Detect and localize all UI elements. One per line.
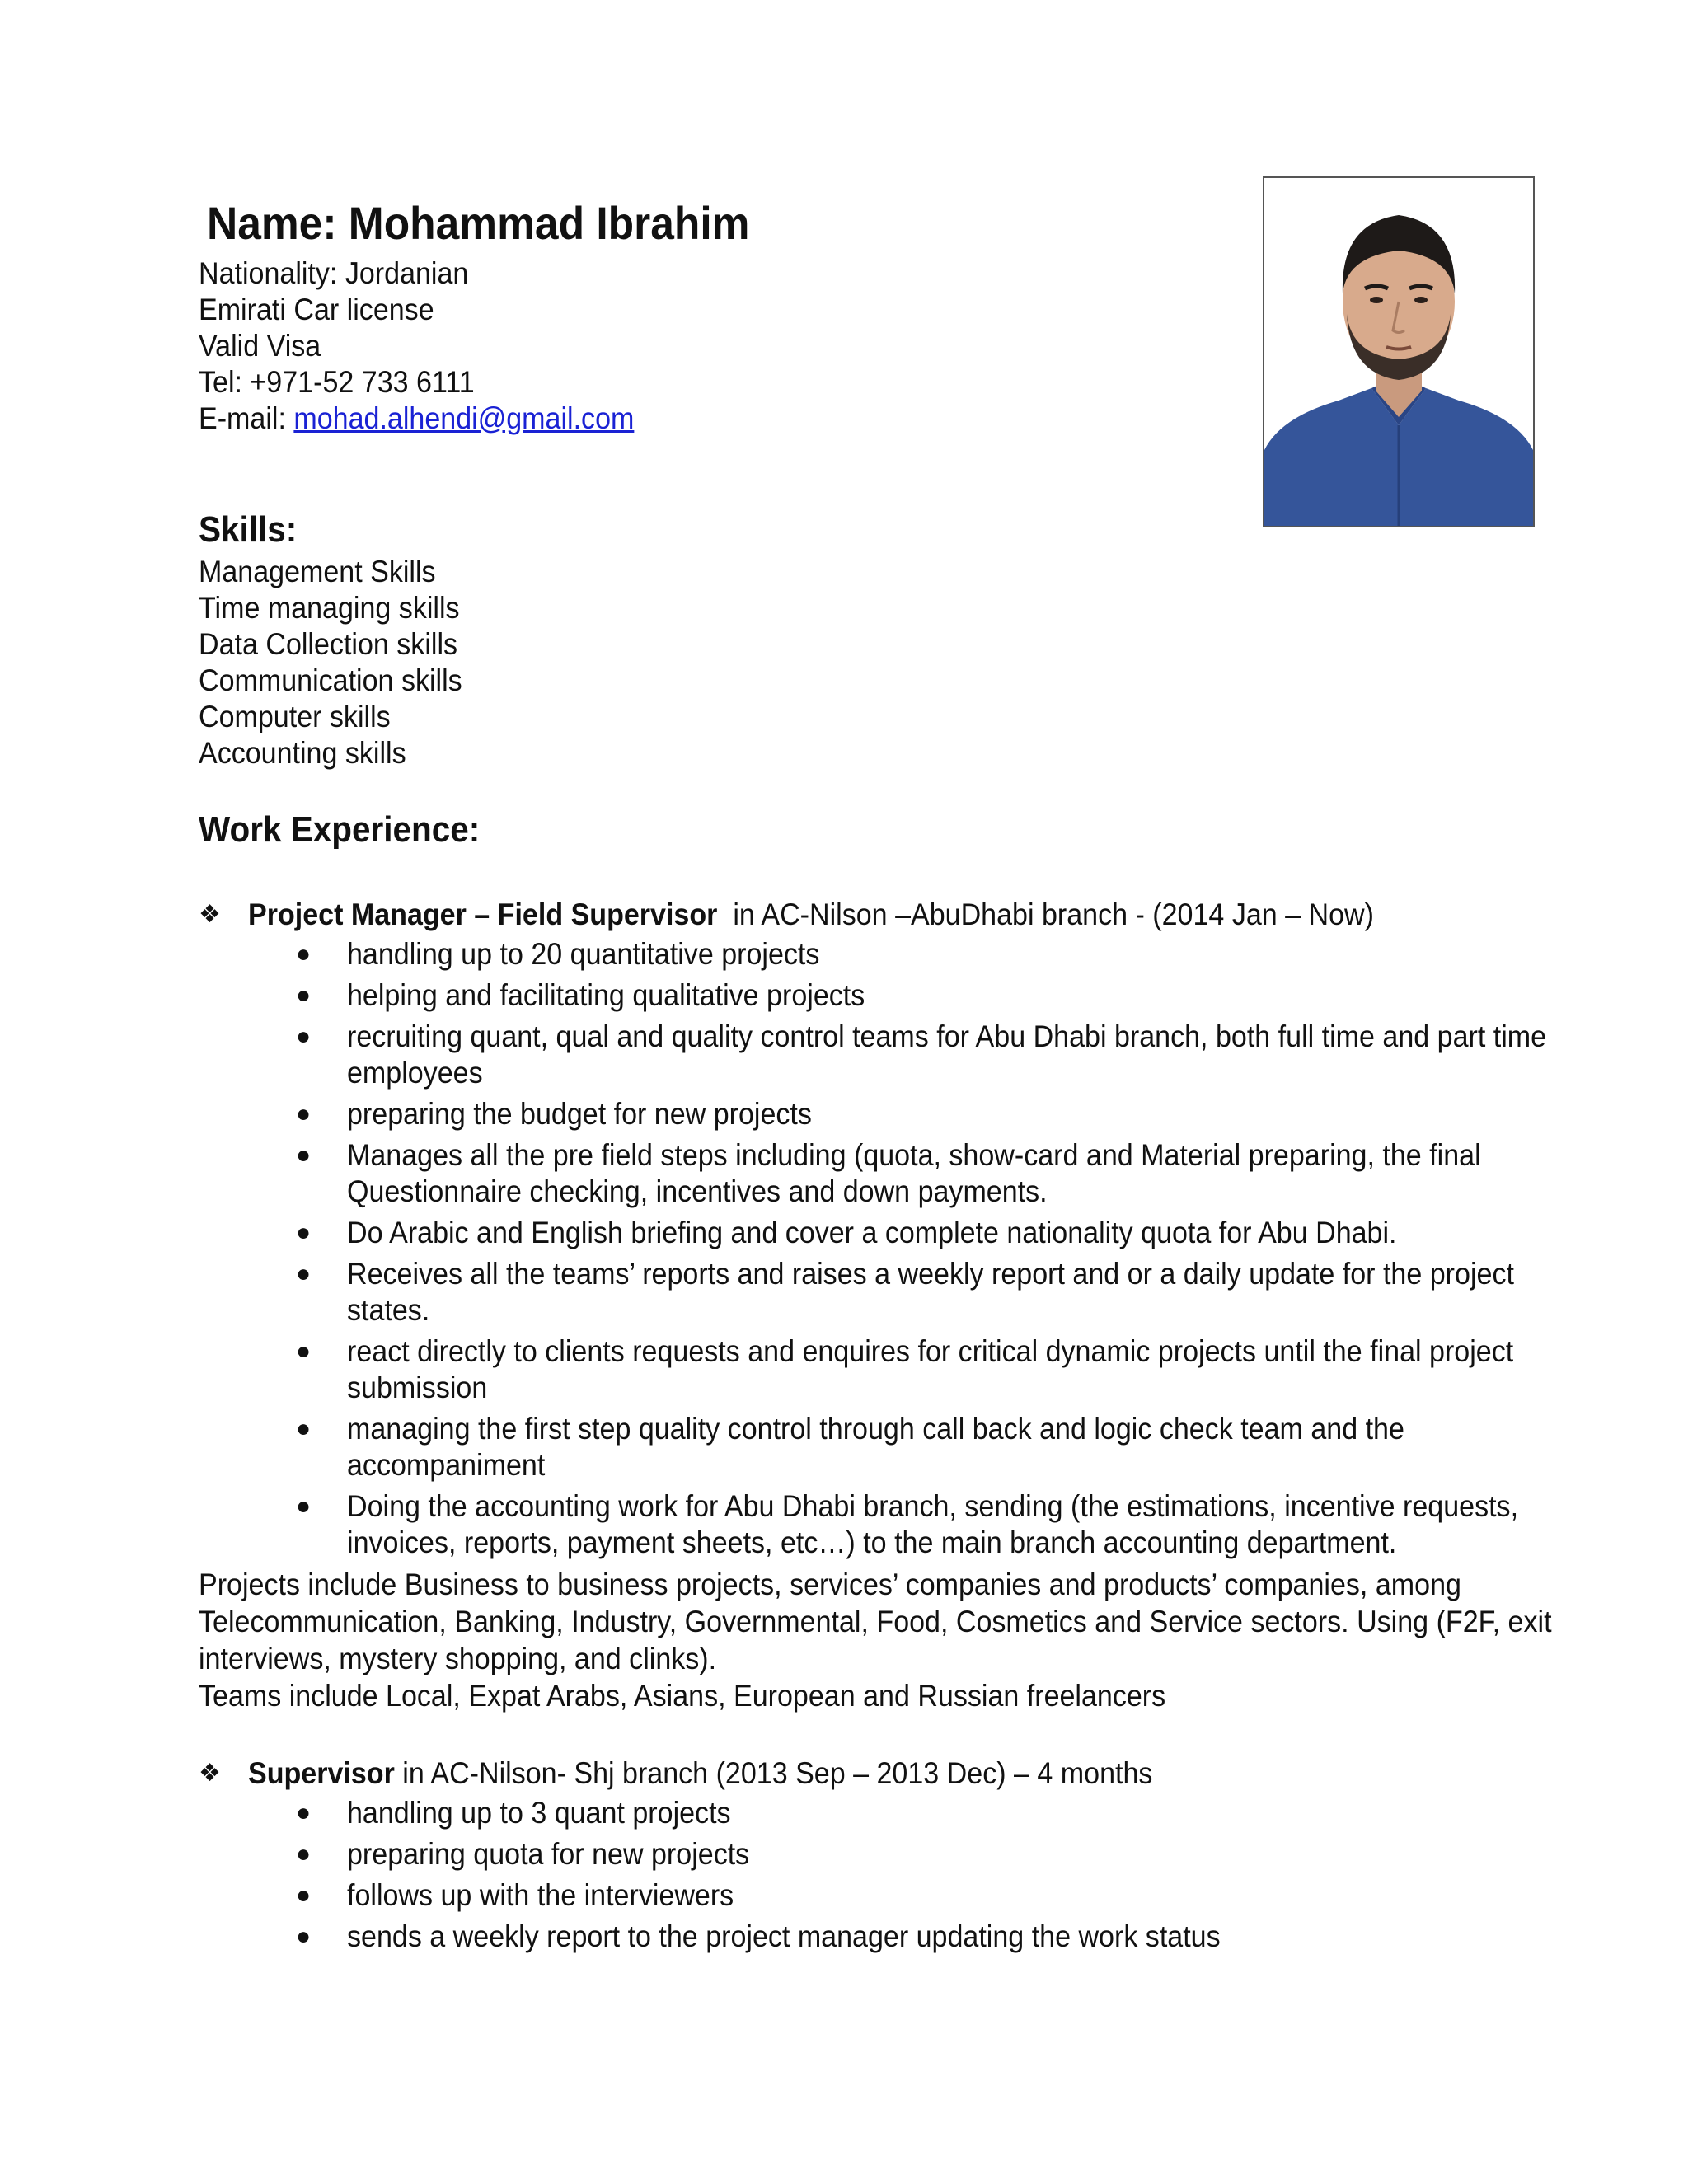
personal-info: [199, 198, 1188, 437]
job-entry-project-manager: [199, 897, 1559, 1714]
list-item: ● sends a weekly report to the project manager updating the work status: [296, 1919, 1221, 1953]
skill-item: Accounting skills: [199, 736, 406, 770]
list-item: ● Manages all the pre field steps including (quota, show-card and Material preparing, the final Questionnaire checking, incentives and down payments.: [296, 1138, 1481, 1208]
skill-item: Time managing skills: [199, 591, 460, 625]
list-item: ● Do Arabic and English briefing and cover a complete nationality quota for Abu Dhabi.: [296, 1216, 1397, 1249]
list-item: ● react directly to clients requests and enquires for critical dynamic projects until the final project submission: [296, 1334, 1514, 1404]
job-entry-supervisor: [199, 1755, 1559, 1960]
car-license: Emirati Car license: [199, 292, 434, 326]
job-title-line: [199, 897, 1559, 933]
list-item: ● managing the first step quality control through call back and logic check team and the accompaniment: [296, 1412, 1404, 1482]
job-title: Project Manager – Field Supervisor: [248, 898, 718, 931]
bullet-icon: ●: [296, 1923, 312, 1950]
bullet-icon: ●: [296, 1415, 312, 1442]
bullet-icon: ●: [296, 1799, 312, 1826]
skill-item: Communication skills: [199, 663, 462, 697]
job-title-line: [199, 1755, 1559, 1792]
list-item: ● preparing quota for new projects: [296, 1837, 750, 1871]
list-item: ● handling up to 3 quant projects: [296, 1796, 731, 1830]
email-line: [199, 401, 1109, 437]
diamond-bullet-icon: ❖: [199, 1760, 221, 1787]
skill-item: Management Skills: [199, 555, 436, 588]
list-item: ● Doing the accounting work for Abu Dhabi branch, sending (the estimations, incentive requests, invoices, reports, payment sheets, etc…) to the main branch accounting department.: [296, 1489, 1519, 1559]
job-details: in AC-Nilson- Shj branch (2013 Sep – 2013 Dec) – 4 months: [394, 1756, 1153, 1790]
list-item: ● preparing the budget for new projects: [296, 1097, 812, 1131]
list-item: ● follows up with the interviewers: [296, 1878, 734, 1912]
portrait-image: [1264, 178, 1533, 526]
work-experience-heading: Work Experience:: [199, 809, 481, 850]
bullet-icon: ●: [296, 940, 312, 968]
candidate-name: Name: Mohammad Ibrahim: [207, 197, 750, 249]
visa-status: Valid Visa: [199, 328, 321, 363]
bullet-icon: ●: [296, 1023, 312, 1050]
projects-note: Projects include Business to business projects, services’ companies and products’ companies, among Telecommunication, Banking, Industry, Governmental, Food, Cosmetics and Service sectors. Using (F2F, exit interviews, mystery shopping, and clinks).: [199, 1568, 1552, 1675]
bullet-icon: ●: [296, 1219, 312, 1246]
telephone: Tel: +971-52 733 6111: [199, 364, 475, 399]
teams-note: Teams include Local, Expat Arabs, Asians, European and Russian freelancers: [199, 1679, 1166, 1713]
duty-list: [199, 936, 1559, 1561]
email-link[interactable]: mohad.alhendi@gmail.com: [293, 401, 635, 435]
bullet-icon: ●: [296, 1141, 312, 1169]
list-item: ● helping and facilitating qualitative projects: [296, 978, 865, 1012]
nationality: Nationality: Jordanian: [199, 255, 469, 290]
bullet-icon: ●: [296, 1338, 312, 1365]
profile-photo: [1263, 176, 1535, 527]
job-title: Supervisor: [248, 1756, 395, 1790]
bullet-icon: ●: [296, 1493, 312, 1520]
skills-section: [199, 509, 1188, 771]
bullet-icon: ●: [296, 1100, 312, 1127]
bullet-icon: ●: [296, 1260, 312, 1287]
email-label: E-mail:: [199, 401, 294, 435]
diamond-bullet-icon: ❖: [199, 901, 221, 928]
list-item: ● recruiting quant, qual and quality control teams for Abu Dhabi branch, both full time and part time employees: [296, 1019, 1547, 1090]
list-item: ● handling up to 20 quantitative projects: [296, 937, 820, 971]
skills-heading: Skills:: [199, 509, 298, 550]
bullet-icon: ●: [296, 1840, 312, 1868]
duty-list: [199, 1795, 1559, 1955]
list-item: ● Receives all the teams’ reports and raises a weekly report and or a daily update for the project states.: [296, 1257, 1514, 1327]
skill-item: Computer skills: [199, 700, 391, 733]
job-details: in AC-Nilson –AbuDhabi branch - (2014 Jan – Now): [717, 898, 1374, 931]
bullet-icon: ●: [296, 982, 312, 1009]
skill-item: Data Collection skills: [199, 627, 458, 661]
bullet-icon: ●: [296, 1882, 312, 1909]
